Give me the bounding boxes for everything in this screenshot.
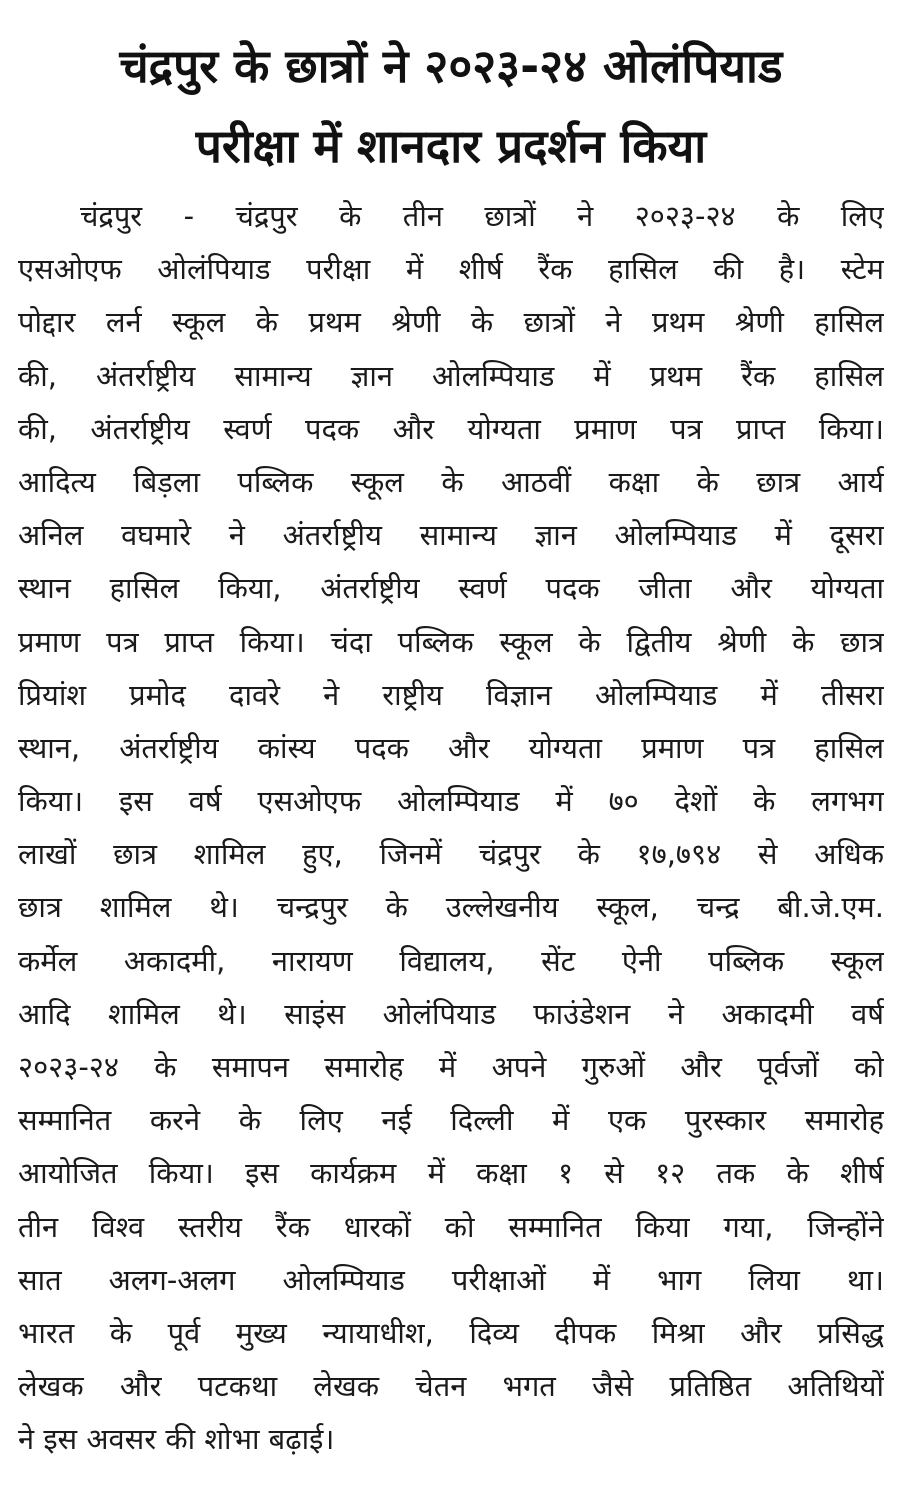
body-line: प्रियांश प्रमोद दावरे ने राष्ट्रीय विज्ञान ओलम्पियाड में तीसरा xyxy=(18,677,884,712)
body-line: सम्मानित करने के लिए नई दिल्ली में एक पुरस्कार समारोह xyxy=(18,1103,884,1138)
body-line: भारत के पूर्व मुख्य न्यायाधीश, दिव्य दीपक मिश्रा और प्रसिद्ध xyxy=(18,1315,884,1350)
body-line: अनिल वघमारे ने अंतर्राष्ट्रीय सामान्य ज्ञान ओलम्पियाड में दूसरा xyxy=(18,518,884,553)
body-line: लाखों छात्र शामिल हुए, जिनमें चंद्रपुर के १७,७९४ से अधिक xyxy=(18,837,884,872)
body-line: आदि शामिल थे। साइंस ओलंपियाड फाउंडेशन ने अकादमी वर्ष xyxy=(18,996,884,1031)
body-line: लेखक और पटकथा लेखक चेतन भगत जैसे प्रतिष्ठित अतिथियों xyxy=(18,1369,884,1404)
headline xyxy=(18,26,884,186)
body-line: ने इस अवसर की शोभा बढ़ाई। xyxy=(18,1422,335,1457)
body-line: कर्मेल अकादमी, नारायण विद्यालय, सेंट ऐनी पब्लिक स्कूल xyxy=(18,943,884,978)
body-line: आदित्य बिड़ला पब्लिक स्कूल के आठवीं कक्षा के छात्र आर्य xyxy=(18,464,884,499)
body-line: स्थान, अंतर्राष्ट्रीय कांस्य पदक और योग्यता प्रमाण पत्र हासिल xyxy=(18,730,884,765)
body-line: की, अंतर्राष्ट्रीय सामान्य ज्ञान ओलम्पियाड में प्रथम रैंक हासिल xyxy=(18,358,884,393)
body-line: किया। इस वर्ष एसओएफ ओलम्पियाड में ७० देशों के लगभग xyxy=(18,784,884,819)
body-line: आयोजित किया। इस कार्यक्रम में कक्षा १ से १२ तक के शीर्ष xyxy=(18,1156,884,1191)
headline-line-1: चंद्रपुर के छात्रों ने २०२३-२४ ओलंपियाड xyxy=(119,39,783,93)
body-line: स्थान हासिल किया, अंतर्राष्ट्रीय स्वर्ण पदक जीता और योग्यता xyxy=(18,571,884,606)
body-line: तीन विश्व स्तरीय रैंक धारकों को सम्मानित किया गया, जिन्होंने xyxy=(18,1209,884,1244)
news-article xyxy=(18,26,884,1467)
body-line: एसओएफ ओलंपियाड परीक्षा में शीर्ष रैंक हासिल की है। स्टेम xyxy=(18,252,884,287)
body-line: प्रमाण पत्र प्राप्त किया। चंदा पब्लिक स्कूल के द्वितीय श्रेणी के छात्र xyxy=(18,624,884,659)
body-line: चंद्रपुर - चंद्रपुर के तीन छात्रों ने २०२३-२४ के लिए xyxy=(80,199,884,233)
body-line: सात अलग-अलग ओलम्पियाड परीक्षाओं में भाग लिया था। xyxy=(18,1262,884,1297)
body-line: पोद्दार लर्न स्कूल के प्रथम श्रेणी के छात्रों ने प्रथम श्रेणी हासिल xyxy=(18,305,884,340)
body-line: २०२३-२४ के समापन समारोह में अपने गुरुओं और पूर्वजों को xyxy=(18,1050,884,1084)
article-body xyxy=(18,190,884,1467)
headline-line-2: परीक्षा में शानदार प्रदर्शन किया xyxy=(195,119,707,173)
body-line: छात्र शामिल थे। चन्द्रपुर के उल्लेखनीय स्कूल, चन्द्र बी.जे.एम. xyxy=(18,890,884,925)
body-line: की, अंतर्राष्ट्रीय स्वर्ण पदक और योग्यता प्रमाण पत्र प्राप्त किया। xyxy=(18,411,884,446)
